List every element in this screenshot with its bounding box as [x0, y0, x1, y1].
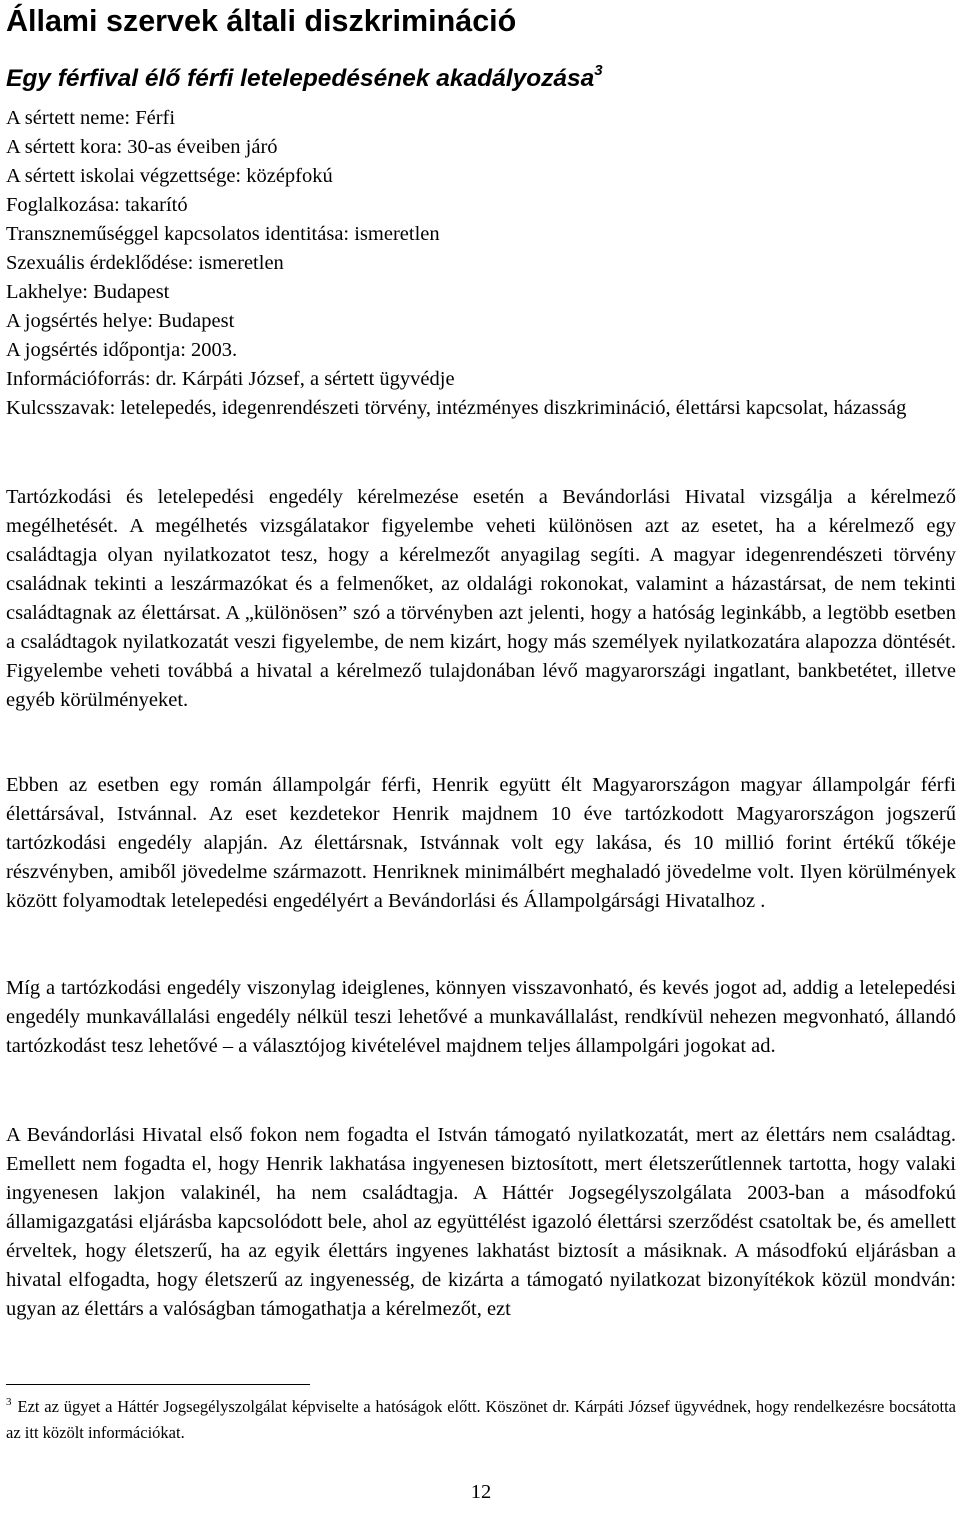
footnote-separator: [6, 1384, 310, 1385]
detail-violation-place: A jogsértés helye: Budapest: [6, 310, 235, 332]
detail-information-source: Információforrás: dr. Kárpáti József, a sértett ügyvédje: [6, 368, 455, 390]
footnote-number: 3: [6, 1396, 12, 1408]
body-paragraph-4: A Bevándorlási Hivatal első fokon nem fogadta el István támogató nyilatkozatát, mert az élettárs nem családtag. Emellett nem fogadta el, hogy Henrik lakhatása ingyenesen biztosított, mert életszerűtlennek tartotta, hogy valaki ingyenesen lakjon valakinél, ha nem családtagja. A Háttér Jogsegélyszolgálata 2003-ban a másodfokú államigazgatási eljárásba kapcsolódott bele, ahol az együttélést igazoló élettársi szerződést csatoltak be, és amellett érveltek, hogy életszerű, ha az egyik élettárs ingyenes lakhatást biztosít a másiknak. A másodfokú eljárásban a hivatal elfogadta, hogy életszerű az ingyenesség, de kizárta a támogató nyilatkozat bizonyítékok közül mondván: ugyan az élettárs a valóságban támogathatja a kérelmezőt, ezt: [6, 1124, 956, 1320]
detail-violation-date: A jogsértés időpontja: 2003.: [6, 339, 238, 361]
detail-residence: Lakhelye: Budapest: [6, 281, 170, 303]
body-paragraph-1: Tartózkodási és letelepedési engedély kérelmezése esetén a Bevándorlási Hivatal vizsgálja a kérelmező megélhetését. A megélhetés vizsgálatakor figyelembe veheti különösen azt az esetet, ha a kérelmező egy családtagja olyan nyilatkozatot tesz, hogy a kérelmezőt anyagilag segíti. A magyar idegenrendészeti törvény családnak tekinti a leszármazókat és a felmenőket, az oldalági rokonokat, valamint a házastársat, de nem tekinti családtagnak az élettársat. A „különösen” szó a törvényben azt jelenti, hogy a hatóság leginkább, a legtöbb esetben a családtagok nyilatkozatát veszi figyelembe, de nem kizárt, hogy más személyek nyilatkozatára alapozza döntését. Figyelembe veheti továbbá a hivatal a kérelmező tulajdonában lévő magyarországi ingatlant, bankbetétet, illetve egyéb körülményeket.: [6, 486, 956, 711]
detail-education: A sértett iskolai végzettsége: középfokú: [6, 165, 333, 187]
footnote-text: Ezt az ügyet a Háttér Jogsegélyszolgálat képviselte a hatóságok előtt. Köszönet dr. Kárpáti József ügyvédnek, hogy rendelkezésre bocsátotta az itt közölt információkat.: [6, 1397, 956, 1442]
body-paragraph-2: Ebben az esetben egy román állampolgár férfi, Henrik együtt élt Magyarországon magyar állampolgár férfi élettársával, Istvánnal. Az eset kezdetekor Henrik majdnem 10 éve tartózkodott Magyarországon jogszerű tartózkodási engedély alapján. Az élettársnak, Istvánnak volt egy lakása, és 10 millió forint értékű tőkéje részvényben, amiből jövedelme származott. Henriknek minimálbért meghaladó jövedelme volt. Ilyen körülmények között folyamodtak letelepedési engedélyért a Bevándorlási és Állampolgársági Hivatalhoz .: [6, 774, 956, 912]
detail-age: A sértett kora: 30-as éveiben járó: [6, 136, 278, 158]
page-number: 12: [470, 1481, 492, 1503]
detail-sexual-orientation: Szexuális érdeklődése: ismeretlen: [6, 252, 284, 274]
body-paragraph-3: Míg a tartózkodási engedély viszonylag ideiglenes, könnyen visszavonható, és kevés jogot ad, addig a letelepedési engedély munkavállalási engedély nélkül teszi lehetővé a munkavállalást, rendkívül nehezen megvonható, állandó tartózkodást tesz lehetővé – a választójog kivételével majdnem teljes állampolgári jogokat ad.: [6, 977, 956, 1057]
footnote: [6, 1394, 956, 1446]
detail-transgender-identity: Transzneműséggel kapcsolatos identitása: ismeretlen: [6, 223, 440, 245]
detail-occupation: Foglalkozása: takarító: [6, 194, 188, 216]
footnote-reference: 3: [594, 62, 603, 79]
detail-gender: A sértett neme: Férfi: [6, 107, 176, 129]
case-details-list: [6, 104, 956, 423]
case-heading: [6, 63, 603, 95]
case-heading-text: Egy férfival élő férfi letelepedésének akadályozása: [6, 65, 595, 92]
detail-keywords: Kulcsszavak: letelepedés, idegenrendészeti törvény, intézményes diszkrimináció, élettársi kapcsolat, házasság: [6, 397, 907, 419]
page-title: Állami szervek általi diszkrimináció: [6, 4, 517, 38]
